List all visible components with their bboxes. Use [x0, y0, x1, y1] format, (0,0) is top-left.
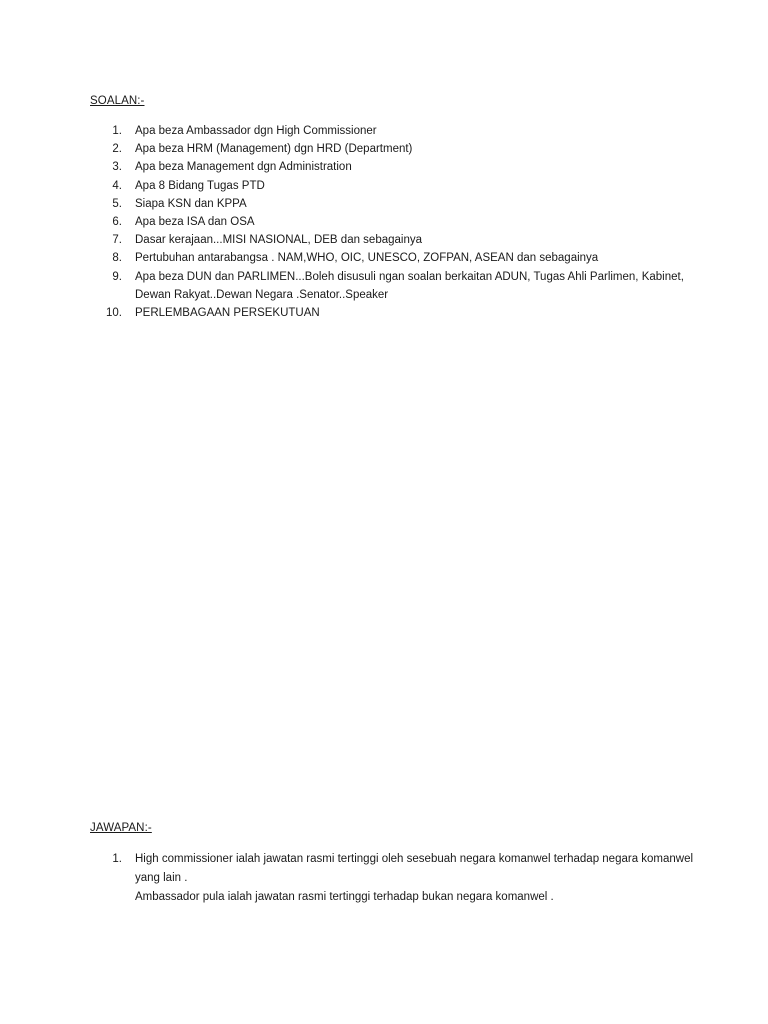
question-item	[90, 213, 710, 231]
soalan-heading: SOALAN:-	[90, 95, 145, 107]
question-number: 1.	[112, 125, 122, 137]
question-number: 3.	[112, 161, 122, 174]
question-text: Apa beza ISA dan OSA	[135, 216, 255, 229]
question-number: 4.	[112, 179, 122, 192]
answer-list	[90, 850, 710, 907]
question-item	[90, 158, 710, 176]
answer-text-line: Ambassador pula ialah jawatan rasmi tertinggi terhadap bukan negara komanwel .	[135, 891, 554, 903]
question-number: 2.	[112, 143, 122, 156]
question-number: 10.	[106, 307, 122, 320]
question-list	[90, 122, 710, 322]
question-text: Siapa KSN dan KPPA	[135, 197, 247, 210]
question-item	[90, 231, 710, 249]
question-item	[90, 195, 710, 213]
question-text: Pertubuhan antarabangsa . NAM,WHO, OIC, UNESCO, ZOFPAN, ASEAN dan sebagainya	[135, 252, 599, 265]
question-text: Apa beza Ambassador dgn High Commissioner	[135, 125, 377, 137]
question-text: Apa beza Management dgn Administration	[135, 161, 352, 174]
question-number: 5.	[112, 197, 122, 210]
question-number: 9.	[112, 270, 122, 283]
question-text: Dasar kerajaan...MISI NASIONAL, DEB dan sebagainya	[135, 234, 423, 247]
question-item	[90, 304, 710, 322]
question-text: PERLEMBAGAAN PERSEKUTUAN	[135, 307, 320, 320]
question-text: Apa beza DUN dan PARLIMEN...Boleh disusuli ngan soalan berkaitan ADUN, Tugas Ahli Parlimen, Kabinet, Dewan Rakyat..Dewan Negara .Senator..Speaker	[135, 270, 684, 301]
question-item	[90, 249, 710, 267]
question-number: 8.	[112, 252, 122, 265]
question-item	[90, 177, 710, 195]
question-number: 6.	[112, 216, 122, 229]
question-text: Apa beza HRM (Management) dgn HRD (Department)	[135, 143, 413, 156]
question-item	[90, 122, 710, 140]
question-item	[90, 140, 710, 158]
question-text: Apa 8 Bidang Tugas PTD	[135, 179, 265, 192]
answer-item	[90, 850, 710, 907]
question-number: 7.	[112, 234, 122, 247]
jawapan-heading: JAWAPAN:-	[90, 822, 152, 834]
answer-text-line: High commissioner ialah jawatan rasmi tertinggi oleh sesebuah negara komanwel terhadap negara komanwel yang lain .	[135, 853, 694, 884]
answer-number: 1.	[112, 853, 122, 865]
question-item	[90, 268, 710, 304]
